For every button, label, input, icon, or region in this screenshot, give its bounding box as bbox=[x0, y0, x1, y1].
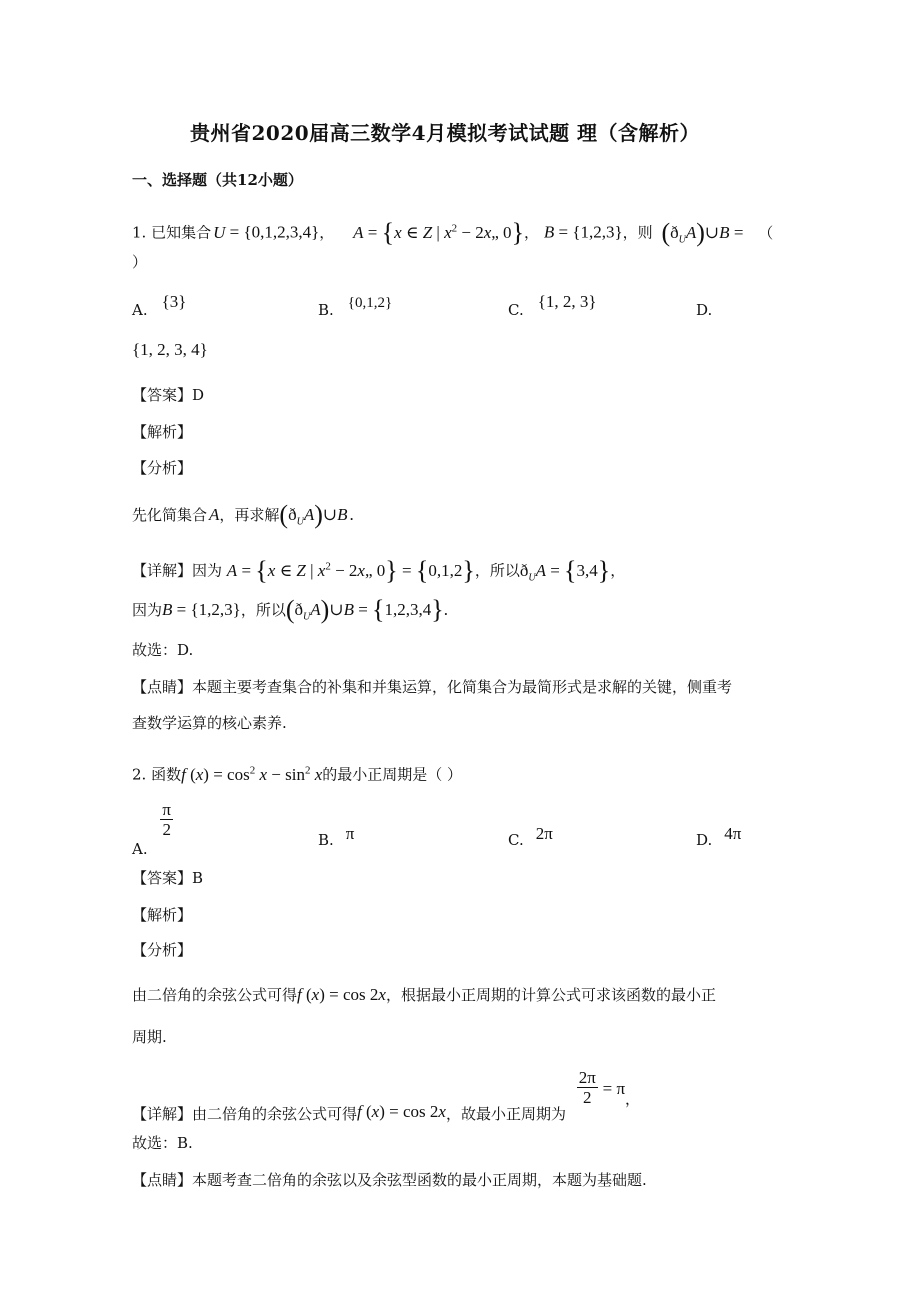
q1-option-a: A. {3} bbox=[132, 292, 187, 319]
q2-analysis-2: 周期. bbox=[132, 1028, 167, 1046]
page-title: 贵州省2020届高三数学4月模拟考试试题 理（含解析） bbox=[190, 121, 701, 145]
q1-option-b: B. {0,1,2} bbox=[318, 295, 393, 319]
q2-analysis: 由二倍角的余弦公式可得f (x) = cos 2x，根据最小正周期的计算公式可求该函数的最小正 bbox=[132, 985, 716, 1004]
q2-option-c: C. 2π bbox=[508, 824, 553, 849]
q2-choose: 故选：B. bbox=[132, 1134, 193, 1152]
q1-option-d-value: {1, 2, 3, 4} bbox=[132, 340, 208, 359]
q1-analysis: 先化简集合 A，再求解$(ð_UA)\cup B$ . bbox=[132, 500, 354, 529]
q1-paren-open: （ bbox=[758, 223, 774, 242]
q2-answer: 【答案】B bbox=[132, 869, 204, 887]
q1-number: 1. 已知集合 bbox=[132, 223, 212, 242]
q1-comment-2: 查数学运算的核心素养. bbox=[132, 714, 287, 732]
q2-option-a: A. $\frac{\pi}{2}$ bbox=[132, 800, 171, 858]
section-heading: 一、选择题（共12小题） bbox=[132, 171, 303, 189]
q1-answer: 【答案】D bbox=[132, 386, 205, 404]
q2-detail: 【详解】由二倍角的余弦公式可得f (x) = cos 2x，故最小正周期为 $\frac{2\pi}{2}$ = π， bbox=[132, 1068, 641, 1123]
q1-choose: 故选：D. bbox=[132, 641, 194, 659]
q1-fenxi: 【分析】 bbox=[132, 459, 193, 477]
q1-jiexi: 【解析】 bbox=[132, 423, 193, 441]
q1-detail-1: 【详解】因为 A = {x ∈ Z | $x^2$ − 2x„ 0} = {0,1,2}，所以$ð_UA = \{3,4\}$， bbox=[132, 555, 626, 585]
q2-comment: 【点睛】本题考查二倍角的余弦以及余弦型函数的最小正周期，本题为基础题. bbox=[132, 1171, 647, 1189]
q1-option-c: C. {1, 2, 3} bbox=[508, 292, 597, 319]
q2-option-d: D. 4π bbox=[696, 824, 742, 849]
q1-option-d-label: D. bbox=[696, 301, 713, 319]
q1-paren-close: ） bbox=[132, 253, 148, 271]
q1-then: ，则 bbox=[622, 223, 653, 242]
q2-option-b: B. π bbox=[318, 824, 355, 849]
q1-detail-2: 因为B = {1,2,3}，所以$(ð_UA)\cup B = \{1,2,3,4\}$. bbox=[132, 595, 449, 624]
q2-jiexi: 【解析】 bbox=[132, 906, 193, 924]
q2-stem: 2. 函数f $(x) = \cos^2 x - \sin^2 x$的最小正周期是（ ） bbox=[132, 764, 463, 784]
q1-stem: 1. 已知集合 U = {0,1,2,3,4}， A = {x ∈ Z | $x^2$ − 2x„ 0}， B = {1,2,3}，则 $(ð_UA)\cup B$ = （ bbox=[132, 217, 774, 247]
q2-fenxi: 【分析】 bbox=[132, 941, 193, 959]
q1-comment: 【点睛】本题主要考查集合的补集和并集运算，化简集合为最简形式是求解的关键，侧重考 bbox=[132, 678, 733, 696]
